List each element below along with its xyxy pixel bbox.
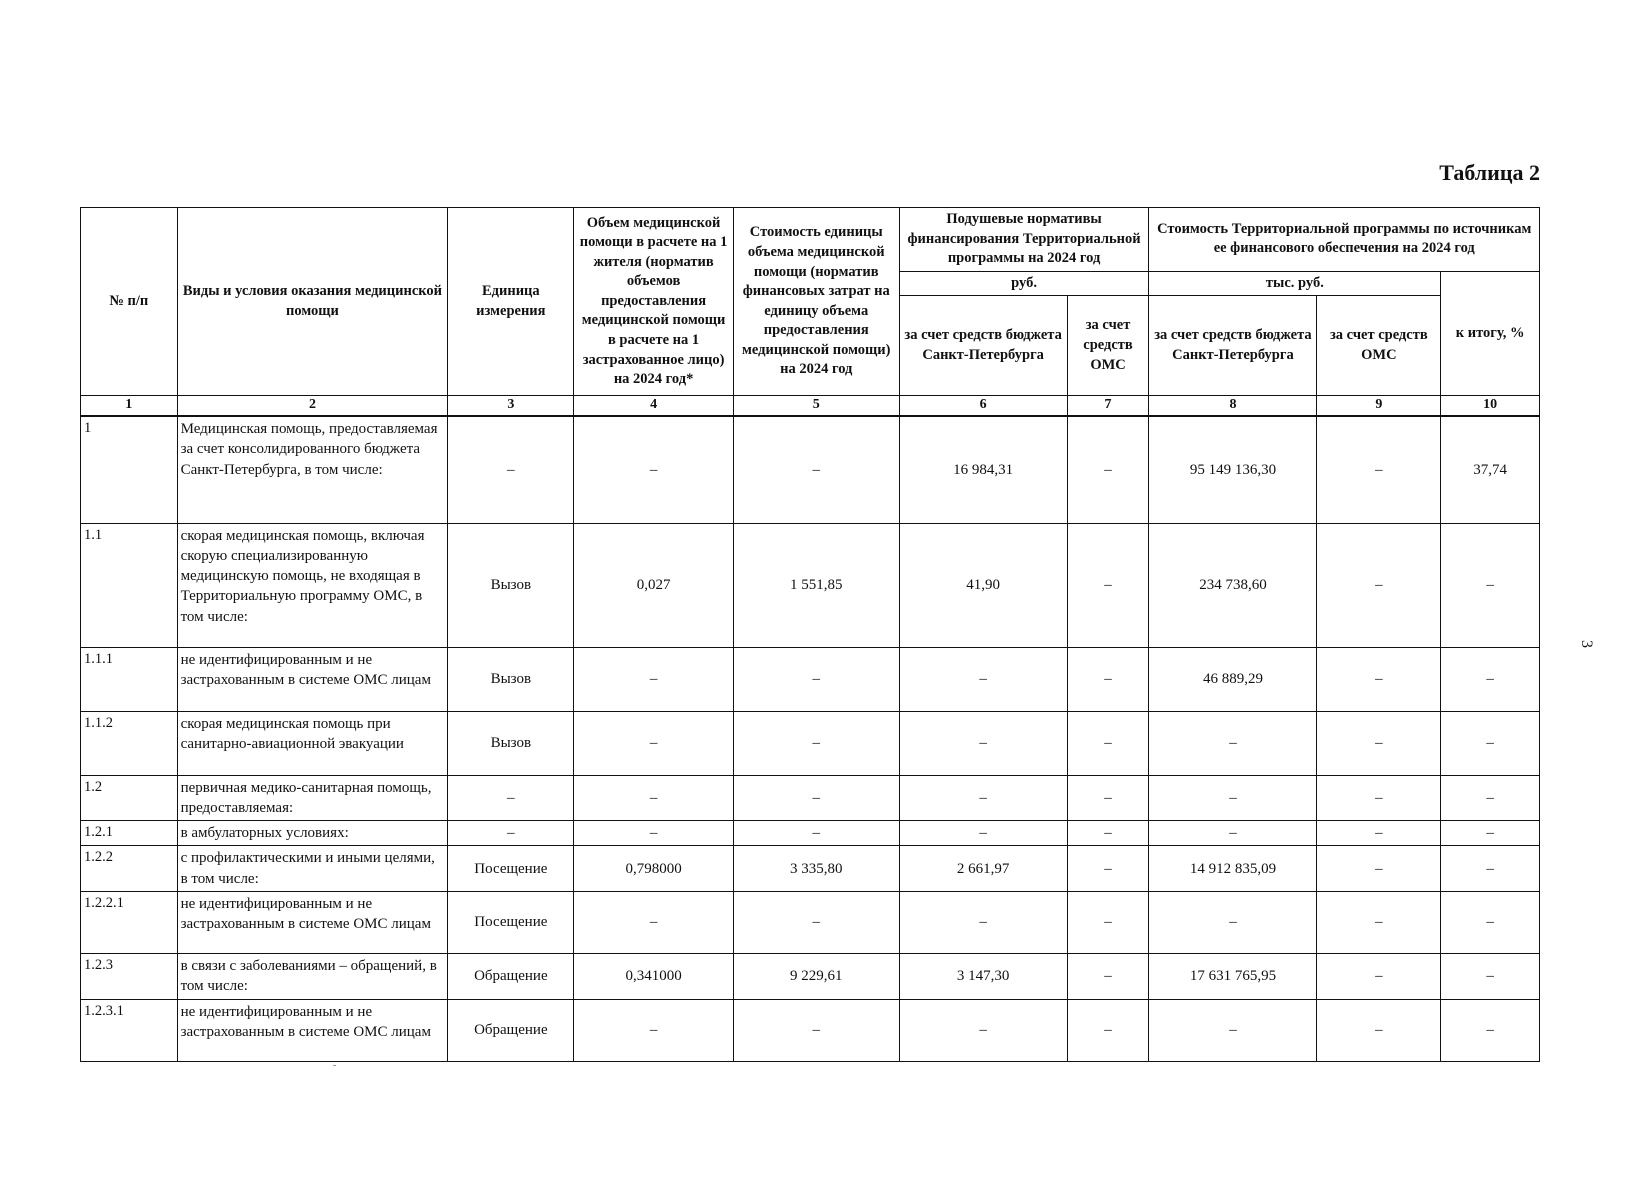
row-volume: – [574, 821, 734, 846]
row-number: 1.2.2.1 [81, 891, 178, 953]
column-number: 9 [1317, 396, 1441, 416]
column-number: 2 [177, 396, 448, 416]
row-volume: – [574, 416, 734, 523]
row-volume: 0,798000 [574, 846, 734, 892]
row-share-total: – [1441, 775, 1540, 821]
row-budget-per-capita: 41,90 [899, 523, 1067, 647]
row-budget-cost: – [1149, 775, 1317, 821]
row-number: 1.2.3.1 [81, 999, 178, 1061]
row-name: Медицинская помощь, предоставляемая за счет консолидированного бюджета Санкт-Петербурга, в том числе: [177, 416, 448, 523]
row-number: 1.1.1 [81, 647, 178, 711]
row-unit: Вызов [448, 711, 574, 775]
column-number: 3 [448, 396, 574, 416]
row-volume: 0,027 [574, 523, 734, 647]
row-unit: – [448, 416, 574, 523]
row-unit-cost: – [733, 891, 899, 953]
row-unit-cost: – [733, 647, 899, 711]
row-budget-cost: 234 738,60 [1149, 523, 1317, 647]
row-share-total: – [1441, 647, 1540, 711]
row-number: 1.1.2 [81, 711, 178, 775]
row-unit: Обращение [448, 953, 574, 999]
row-unit: Посещение [448, 846, 574, 892]
table-row [81, 846, 1540, 892]
row-name: с профилактическими и иными целями, в том числе: [177, 846, 448, 892]
row-budget-cost: – [1149, 711, 1317, 775]
row-budget-cost: 17 631 765,95 [1149, 953, 1317, 999]
row-budget-per-capita: – [899, 999, 1067, 1061]
row-unit: – [448, 821, 574, 846]
header-kind: Виды и условия оказания медицинской помощи [177, 208, 448, 396]
row-volume: – [574, 999, 734, 1061]
row-unit-cost: – [733, 711, 899, 775]
header-budget-cost: за счет средств бюджета Санкт-Петербурга [1149, 296, 1317, 396]
row-volume: – [574, 647, 734, 711]
scan-artifact [333, 1065, 336, 1066]
row-name: скорая медицинская помощь, включая скорую специализированную медицинскую помощь, не входящая в Территориальную программу ОМС, в том числе: [177, 523, 448, 647]
table-row [81, 711, 1540, 775]
header-oms-per-capita: за счет средств ОМС [1067, 296, 1149, 396]
row-name: не идентифицированным и не застрахованным в системе ОМС лицам [177, 999, 448, 1061]
column-number: 6 [899, 396, 1067, 416]
row-share-total: – [1441, 891, 1540, 953]
table-row [81, 775, 1540, 821]
row-share-total: 37,74 [1441, 416, 1540, 523]
row-oms-per-capita: – [1067, 846, 1149, 892]
row-oms-per-capita: – [1067, 891, 1149, 953]
header-budget-per-capita: за счет средств бюджета Санкт-Петербурга [899, 296, 1067, 396]
header-unit: Единица измерения [448, 208, 574, 396]
header-unit-cost: Стоимость единицы объема медицинской помощи (норматив финансовых затрат на единицу объема предоставления медицинской помощи) на 2024 год [733, 208, 899, 396]
row-oms-cost: – [1317, 891, 1441, 953]
table-row [81, 523, 1540, 647]
row-volume: 0,341000 [574, 953, 734, 999]
column-number: 4 [574, 396, 734, 416]
row-oms-per-capita: – [1067, 821, 1149, 846]
row-budget-per-capita: – [899, 775, 1067, 821]
row-budget-per-capita: 16 984,31 [899, 416, 1067, 523]
column-number: 7 [1067, 396, 1149, 416]
row-budget-per-capita: 3 147,30 [899, 953, 1067, 999]
row-oms-per-capita: – [1067, 416, 1149, 523]
row-budget-cost: 95 149 136,30 [1149, 416, 1317, 523]
table-row [81, 891, 1540, 953]
row-unit-cost: – [733, 821, 899, 846]
header-unit-rub: руб. [899, 271, 1149, 296]
row-share-total: – [1441, 711, 1540, 775]
row-name: не идентифицированным и не застрахованным в системе ОМС лицам [177, 647, 448, 711]
table-title: Таблица 2 [1439, 160, 1540, 185]
row-budget-cost: – [1149, 891, 1317, 953]
table-body [81, 396, 1540, 1062]
header-group-per-capita: Подушевые нормативы финансирования Территориальной программы на 2024 год [899, 208, 1149, 272]
row-budget-cost: 46 889,29 [1149, 647, 1317, 711]
row-unit: Посещение [448, 891, 574, 953]
row-oms-cost: – [1317, 953, 1441, 999]
row-budget-cost: – [1149, 821, 1317, 846]
row-number: 1.2.2 [81, 846, 178, 892]
row-budget-per-capita: 2 661,97 [899, 846, 1067, 892]
row-budget-cost: – [1149, 999, 1317, 1061]
header-num: № п/п [81, 208, 178, 396]
table-row [81, 821, 1540, 846]
row-oms-cost: – [1317, 775, 1441, 821]
row-number: 1 [81, 416, 178, 523]
header-group-cost: Стоимость Территориальной программы по источникам ее финансового обеспечения на 2024 год [1149, 208, 1540, 272]
row-oms-per-capita: – [1067, 523, 1149, 647]
table-row [81, 999, 1540, 1061]
row-oms-per-capita: – [1067, 953, 1149, 999]
row-oms-cost: – [1317, 846, 1441, 892]
row-unit-cost: 9 229,61 [733, 953, 899, 999]
row-oms-cost: – [1317, 999, 1441, 1061]
row-oms-per-capita: – [1067, 647, 1149, 711]
row-oms-cost: – [1317, 647, 1441, 711]
table-row [81, 647, 1540, 711]
row-volume: – [574, 891, 734, 953]
row-share-total: – [1441, 953, 1540, 999]
page-number: 3 [1578, 640, 1595, 648]
column-number: 5 [733, 396, 899, 416]
column-number: 1 [81, 396, 178, 416]
row-budget-per-capita: – [899, 821, 1067, 846]
row-name: скорая медицинская помощь при санитарно-авиационной эвакуации [177, 711, 448, 775]
row-budget-per-capita: – [899, 711, 1067, 775]
row-number: 1.2.3 [81, 953, 178, 999]
row-oms-per-capita: – [1067, 775, 1149, 821]
row-unit-cost: – [733, 416, 899, 523]
row-budget-cost: 14 912 835,09 [1149, 846, 1317, 892]
column-number: 8 [1149, 396, 1317, 416]
row-budget-per-capita: – [899, 891, 1067, 953]
row-unit-cost: 3 335,80 [733, 846, 899, 892]
row-unit: Вызов [448, 647, 574, 711]
row-name: в амбулаторных условиях: [177, 821, 448, 846]
table-header [81, 208, 1540, 396]
header-volume: Объем медицинской помощи в расчете на 1 жителя (норматив объемов предоставления медицинской помощи в расчете на 1 застрахованное лицо) на 2024 год* [574, 208, 734, 396]
row-oms-cost: – [1317, 523, 1441, 647]
row-unit-cost: – [733, 775, 899, 821]
row-name: в связи с заболеваниями – обращений, в том числе: [177, 953, 448, 999]
row-unit-cost: 1 551,85 [733, 523, 899, 647]
row-number: 1.2 [81, 775, 178, 821]
table-row [81, 416, 1540, 523]
header-oms-cost: за счет средств ОМС [1317, 296, 1441, 396]
row-name: первичная медико-санитарная помощь, предоставляемая: [177, 775, 448, 821]
row-name: не идентифицированным и не застрахованным в системе ОМС лицам [177, 891, 448, 953]
row-unit-cost: – [733, 999, 899, 1061]
row-unit: Вызов [448, 523, 574, 647]
row-share-total: – [1441, 999, 1540, 1061]
row-oms-per-capita: – [1067, 711, 1149, 775]
row-volume: – [574, 711, 734, 775]
row-oms-cost: – [1317, 416, 1441, 523]
row-budget-per-capita: – [899, 647, 1067, 711]
row-volume: – [574, 775, 734, 821]
row-share-total: – [1441, 523, 1540, 647]
header-share-total: к итогу, % [1441, 271, 1540, 396]
column-number-row [81, 396, 1540, 416]
row-oms-per-capita: – [1067, 999, 1149, 1061]
row-share-total: – [1441, 846, 1540, 892]
row-oms-cost: – [1317, 711, 1441, 775]
row-share-total: – [1441, 821, 1540, 846]
row-number: 1.1 [81, 523, 178, 647]
table-row [81, 953, 1540, 999]
row-oms-cost: – [1317, 821, 1441, 846]
financing-table [80, 207, 1540, 1062]
row-number: 1.2.1 [81, 821, 178, 846]
row-unit: Обращение [448, 999, 574, 1061]
header-unit-thousand-rub: тыс. руб. [1149, 271, 1441, 296]
row-unit: – [448, 775, 574, 821]
column-number: 10 [1441, 396, 1540, 416]
